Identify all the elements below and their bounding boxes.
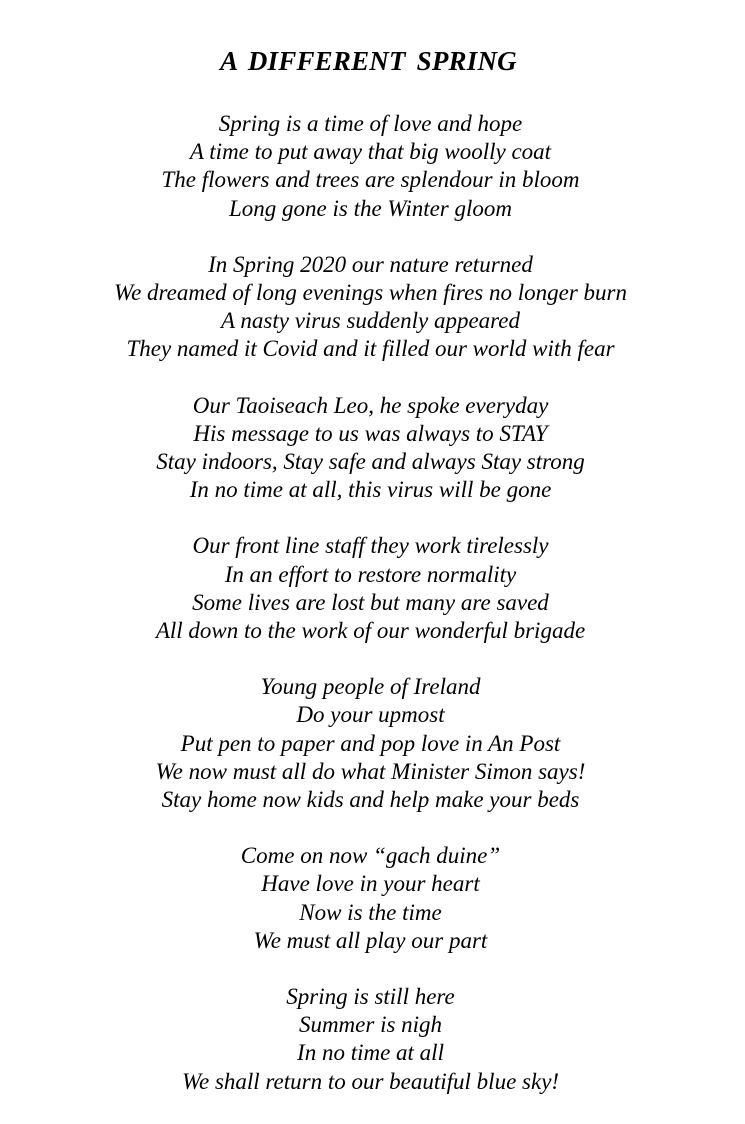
stanza-5 <box>0 673 745 814</box>
poem-line: The flowers and trees are splendour in bloom <box>161 167 580 193</box>
poem-line: All down to the work of our wonderful brigade <box>155 618 586 644</box>
poem-line: We must all play our part <box>253 927 488 953</box>
poem-line: Have love in your heart <box>261 871 480 897</box>
poem-line: In no time at all <box>297 1040 444 1066</box>
poem-line: Some lives are lost but many are saved <box>192 589 549 615</box>
poem-line: We shall return to our beautiful blue sky! <box>181 1068 560 1094</box>
poem-line: Stay home now kids and help make your beds <box>161 787 580 813</box>
poem-line: Spring is a time of love and hope <box>218 111 523 136</box>
stanza-7 <box>0 983 745 1096</box>
poem-line: Young people of Ireland <box>260 674 481 700</box>
poem-body <box>0 110 745 1124</box>
poem-line: Our Taoiseach Leo, he spoke everyday <box>192 392 549 418</box>
poem-line: His message to us was always to STAY <box>193 420 548 446</box>
poem-line: Now is the time <box>299 899 442 925</box>
stanza-6 <box>0 842 745 955</box>
poem-line: We dreamed of long evenings when fires no longer burn <box>114 280 627 306</box>
poem-line: Stay indoors, Stay safe and always Stay strong <box>156 449 585 475</box>
poem-line: Our front line staff they work tirelessly <box>192 533 549 559</box>
poem-line: Put pen to paper and pop love in An Post <box>180 730 561 756</box>
poem-line: They named it Covid and it filled our world with fear <box>126 336 615 362</box>
stanza-1 <box>0 110 745 223</box>
poem-line: Long gone is the Winter gloom <box>228 195 513 221</box>
stanza-4 <box>0 532 745 645</box>
poem-line: A nasty virus suddenly appeared <box>221 308 520 334</box>
stanza-3 <box>0 392 745 505</box>
stanza-2 <box>0 251 745 364</box>
poem-line: Come on now “gach duine” <box>240 843 501 869</box>
poem-line: In no time at all, this virus will be gone <box>189 477 552 503</box>
poem-line: In an effort to restore normality <box>224 561 517 587</box>
poem-line: Spring is still here <box>286 984 455 1010</box>
poem-line: A time to put away that big woolly coat <box>189 139 552 165</box>
poem-line: Do your upmost <box>296 702 445 728</box>
poem-line: Summer is nigh <box>298 1012 443 1038</box>
poem-line: In Spring 2020 our nature returned <box>208 251 533 277</box>
poem-title: A DIFFERENT SPRING <box>220 46 517 76</box>
poem-line: We now must all do what Minister Simon says! <box>155 758 586 784</box>
